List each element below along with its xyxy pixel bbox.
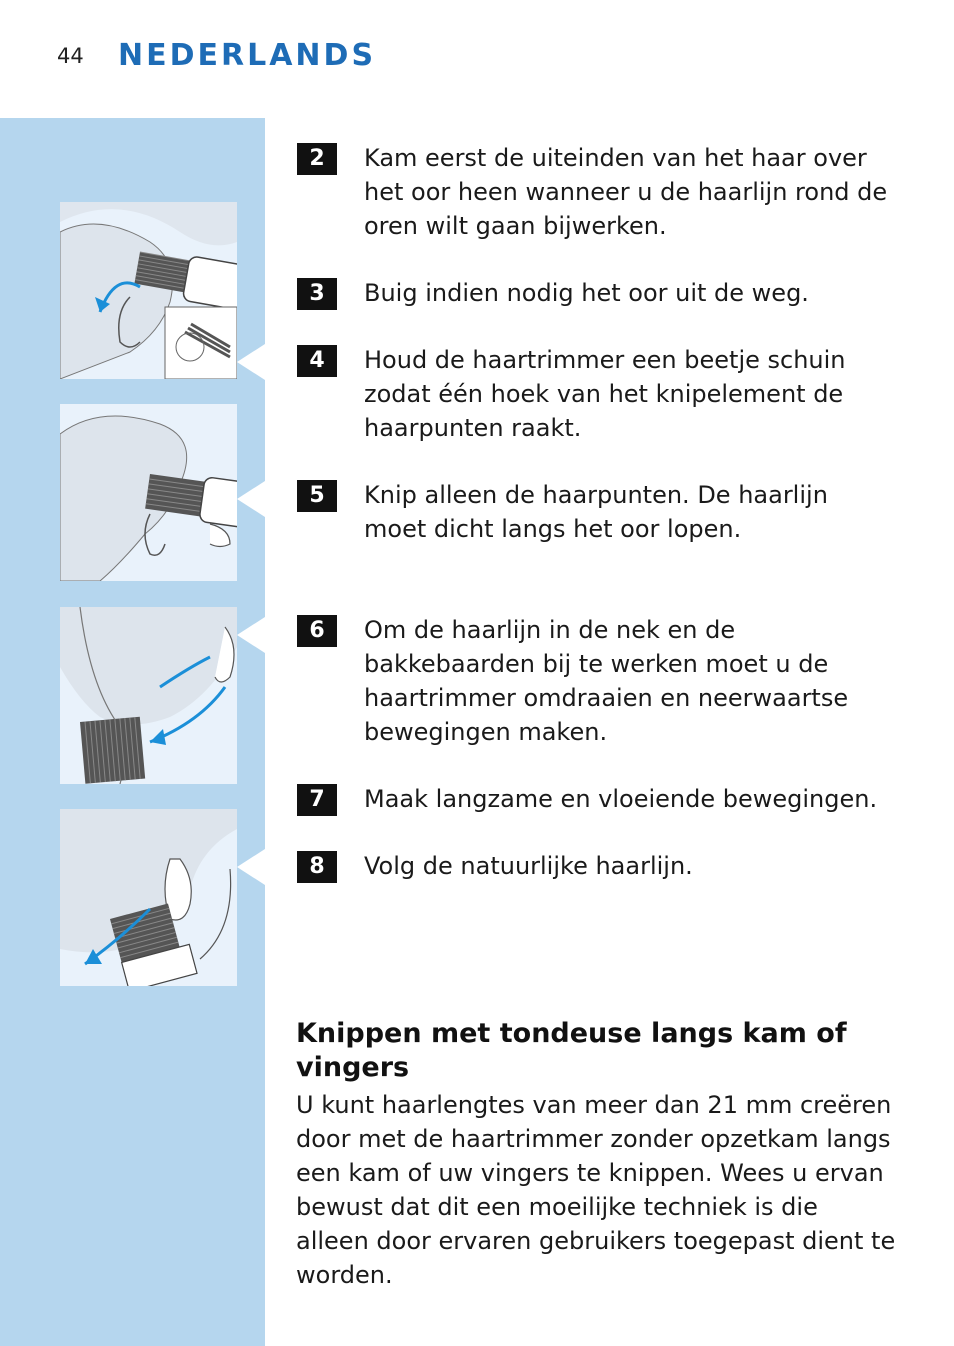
step-number-badge: 3 (297, 278, 337, 310)
illustration-pointer (237, 849, 265, 885)
step-number-badge: 6 (297, 615, 337, 647)
step-number-badge: 2 (297, 143, 337, 175)
ear-trim-illustration-icon (60, 404, 237, 581)
step-text: Knip alleen de haarpunten. De haarlijn moet dicht langs het oor lopen. (364, 481, 828, 543)
step-text: Buig indien nodig het oor uit de weg. (364, 279, 809, 307)
ear-trim-illustration-icon (60, 202, 237, 379)
illustration-neckline-downward (60, 607, 237, 784)
step-text: Maak langzame en vloeiende bewegingen. (364, 785, 878, 813)
step-number-badge: 7 (297, 784, 337, 816)
step-number-badge: 8 (297, 851, 337, 883)
section-title: NEDERLANDS (118, 38, 377, 73)
step-text: Houd de haartrimmer een beetje schuin zodat één hoek van het knipelement de haarpunten raakt. (364, 346, 846, 442)
page-number: 44 (57, 44, 84, 68)
step-text: Om de haarlijn in de nek en de bakkebaarden bij te werken moet u de haartrimmer omdraaien en neerwaartse bewegingen maken. (364, 616, 849, 746)
step-text: Volg de natuurlijke haarlijn. (364, 852, 693, 880)
illustration-pointer (237, 481, 265, 517)
illustration-pointer (237, 344, 265, 380)
neck-trim-illustration-icon (60, 607, 237, 784)
step-text: Kam eerst de uiteinden van het haar over het oor heen wanneer u de haarlijn rond de oren wilt gaan bijwerken. (364, 144, 888, 240)
sideburn-trim-illustration-icon (60, 809, 237, 986)
illustration-sideburn-downward (60, 809, 237, 986)
illustration-trim-around-ear (60, 404, 237, 581)
section-heading: Knippen met tondeuse langs kam of vingers (296, 1018, 847, 1083)
step-number-badge: 4 (297, 345, 337, 377)
illustration-comb-ear-hair (60, 202, 237, 379)
step-number-badge: 5 (297, 480, 337, 512)
illustration-pointer (237, 617, 265, 653)
section-paragraph: U kunt haarlengtes van meer dan 21 mm creëren door met de haartrimmer zonder opzetkam langs een kam of uw vingers te knippen. Wees u ervan bewust dat dit een moeilijke techniek is die alleen door ervaren gebruikers toegepast dient te worden. (296, 1091, 896, 1289)
